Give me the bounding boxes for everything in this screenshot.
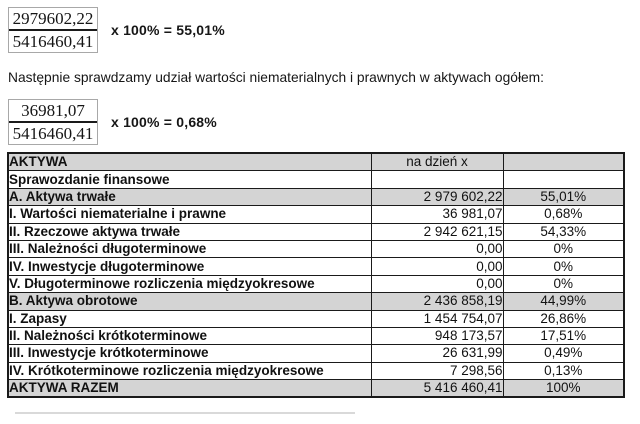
row-percent: 0% bbox=[503, 258, 624, 275]
header-percent-empty bbox=[503, 153, 624, 171]
formula-result: x 100% = 55,01% bbox=[111, 22, 225, 38]
row-label: A. Aktywa trwałe bbox=[8, 188, 371, 205]
row-percent: 54,33% bbox=[503, 223, 624, 240]
table-row bbox=[8, 188, 624, 205]
paragraph-intangibles-check: Następnie sprawdzamy udział wartości niematerialnych i prawnych w aktywach ogółem: bbox=[8, 70, 545, 85]
row-percent: 44,99% bbox=[503, 293, 624, 310]
row-percent: 17,51% bbox=[503, 327, 624, 344]
table-row bbox=[8, 206, 624, 223]
row-label: I. Zapasy bbox=[8, 310, 371, 327]
row-value: 0,00 bbox=[371, 240, 503, 257]
row-percent: 0,68% bbox=[503, 206, 624, 223]
row-value: 26 631,99 bbox=[371, 345, 503, 362]
row-value: 0,00 bbox=[371, 275, 503, 292]
row-label: I. Wartości niematerialne i prawne bbox=[8, 206, 371, 223]
row-label: AKTYWA RAZEM bbox=[8, 380, 371, 398]
row-value: 2 979 602,22 bbox=[371, 188, 503, 205]
table-row bbox=[8, 327, 624, 344]
row-label: III. Należności długoterminowe bbox=[8, 240, 371, 257]
row-percent: 55,01% bbox=[503, 188, 624, 205]
row-value: 0,00 bbox=[371, 258, 503, 275]
table-header-row bbox=[8, 153, 624, 171]
table-row bbox=[8, 275, 624, 292]
table-row bbox=[8, 293, 624, 310]
table-row bbox=[8, 258, 624, 275]
header-aktywa: AKTYWA bbox=[8, 153, 371, 171]
table-row bbox=[8, 240, 624, 257]
row-value: 948 173,57 bbox=[371, 327, 503, 344]
formula-fixed-assets-share bbox=[8, 7, 225, 53]
fraction-denominator: 5416460,41 bbox=[12, 124, 94, 143]
scan-shadow-line bbox=[15, 412, 355, 414]
row-percent: 100% bbox=[503, 380, 624, 398]
row-label: V. Długoterminowe rozliczenia międzyokresowe bbox=[8, 275, 371, 292]
fraction-denominator: 5416460,41 bbox=[12, 32, 94, 51]
formula-intangibles-share bbox=[8, 99, 217, 145]
row-value bbox=[371, 171, 503, 188]
aktywa-table bbox=[7, 152, 625, 398]
table-row bbox=[8, 362, 624, 379]
row-value: 36 981,07 bbox=[371, 206, 503, 223]
row-label: IV. Krótkoterminowe rozliczenia międzyokresowe bbox=[8, 362, 371, 379]
row-label: III. Inwestycje krótkoterminowe bbox=[8, 345, 371, 362]
row-percent: 26,86% bbox=[503, 310, 624, 327]
table-row-total bbox=[8, 380, 624, 398]
header-na-dzien-x: na dzień x bbox=[371, 153, 503, 171]
row-label: II. Należności krótkoterminowe bbox=[8, 327, 371, 344]
row-value: 1 454 754,07 bbox=[371, 310, 503, 327]
row-percent: 0% bbox=[503, 275, 624, 292]
row-percent: 0,49% bbox=[503, 345, 624, 362]
fraction-box bbox=[8, 7, 98, 53]
row-value: 2 436 858,19 bbox=[371, 293, 503, 310]
formula-result: x 100% = 0,68% bbox=[111, 114, 217, 130]
row-value: 2 942 621,15 bbox=[371, 223, 503, 240]
row-percent: 0% bbox=[503, 240, 624, 257]
fraction-numerator: 36981,07 bbox=[9, 100, 97, 123]
fraction-numerator: 2979602,22 bbox=[9, 8, 97, 31]
row-label: II. Rzeczowe aktywa trwałe bbox=[8, 223, 371, 240]
row-value: 5 416 460,41 bbox=[371, 380, 503, 398]
row-label: Sprawozdanie finansowe bbox=[8, 171, 371, 188]
row-label: B. Aktywa obrotowe bbox=[8, 293, 371, 310]
table-row bbox=[8, 171, 624, 188]
table-row bbox=[8, 223, 624, 240]
table-row bbox=[8, 345, 624, 362]
table-row bbox=[8, 310, 624, 327]
row-label: IV. Inwestycje długoterminowe bbox=[8, 258, 371, 275]
row-percent: 0,13% bbox=[503, 362, 624, 379]
row-value: 7 298,56 bbox=[371, 362, 503, 379]
row-percent bbox=[503, 171, 624, 188]
fraction-box bbox=[8, 99, 98, 145]
